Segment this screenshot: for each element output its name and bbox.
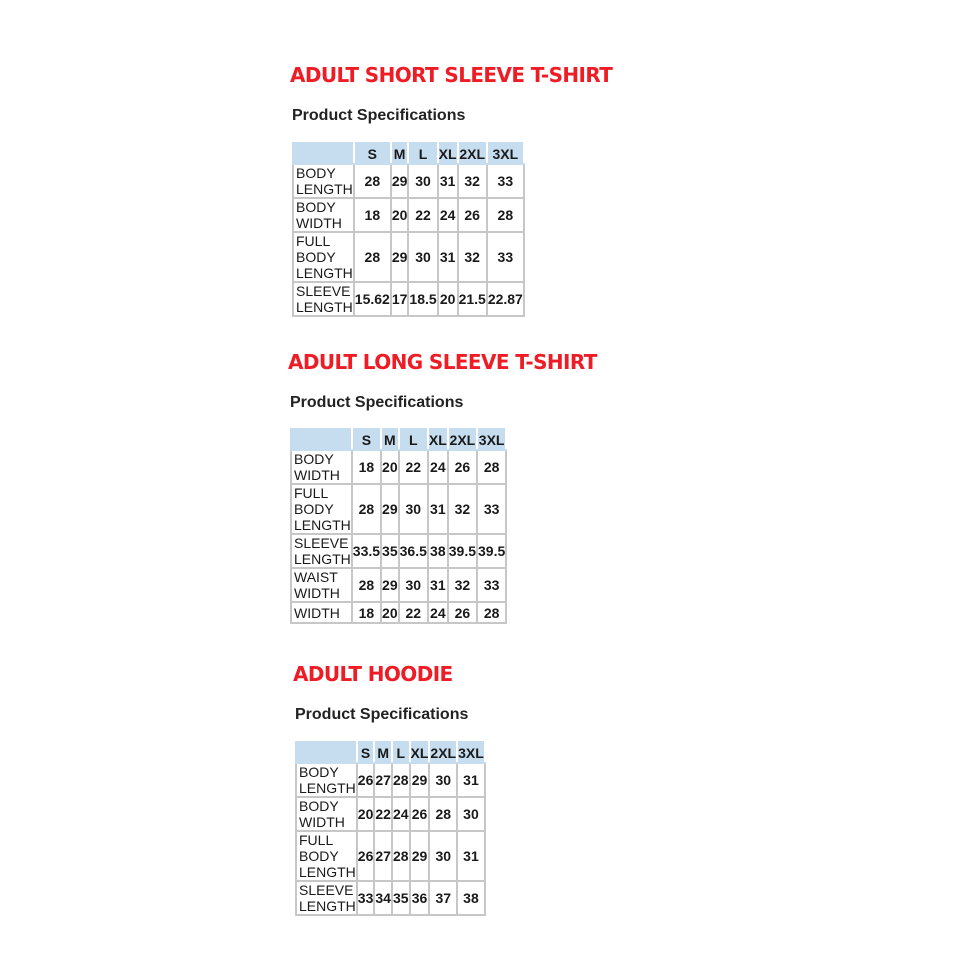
table-edge [524,282,525,316]
section-subtitle: Product Specifications [290,394,464,411]
size-header: 2XL [448,429,477,450]
table-cell: 33 [477,484,506,534]
table-cell: 17 [391,282,409,316]
row-label-line: FULL BODY [299,832,339,864]
table-cell: 22 [408,198,437,232]
size-header: XL [410,742,430,763]
table-cell: 29 [381,484,399,534]
table-cell: 30 [408,232,437,282]
table-row [291,534,507,568]
table-cell: 29 [381,568,399,602]
header-corner [291,429,352,450]
table-cell: 26 [448,450,477,484]
table-cell: 37 [429,881,457,915]
table-cell: 36.5 [399,534,428,568]
table-edge [485,797,486,831]
table-cell: 31 [428,568,448,602]
table-cell: 29 [410,763,430,797]
row-label-line: LENGTH [299,864,356,880]
table-cell: 36 [410,881,430,915]
table-cell: 28 [354,232,391,282]
row-label: BODY WIDTH [293,198,354,232]
size-header: XL [438,143,458,164]
header-corner [293,143,354,164]
table-cell: 38 [428,534,448,568]
table-row [291,484,507,534]
section-subtitle: Product Specifications [292,107,466,124]
table-cell: 26 [357,831,375,881]
table-cell: 35 [392,881,410,915]
table-edge [506,568,507,602]
table-cell: 22 [399,450,428,484]
table-cell: 31 [457,831,485,881]
table-cell: 22 [374,797,392,831]
table-cell: 39.5 [477,534,506,568]
size-header-row [293,143,525,164]
spec-table [292,142,525,317]
table-cell: 27 [374,763,392,797]
table-cell: 32 [458,232,487,282]
row-label: WAIST WIDTH [291,568,352,602]
table-edge [524,232,525,282]
row-label: BODY WIDTH [296,797,357,831]
size-header: 3XL [477,429,506,450]
table-cell: 29 [410,831,430,881]
row-label-line: LENGTH [294,551,351,567]
table-cell: 26 [357,763,375,797]
table-cell: 30 [457,797,485,831]
section-title: ADULT HOODIE [293,662,453,686]
table-cell: 31 [428,484,448,534]
table-edge [506,602,507,623]
row-label [293,282,354,316]
table-cell: 30 [399,568,428,602]
table-cell: 20 [381,450,399,484]
table-row [291,602,507,623]
row-label: WIDTH [291,602,352,623]
table-edge [524,198,525,232]
table-edge [506,429,507,450]
table-row [293,232,525,282]
row-label-line: LENGTH [299,780,356,796]
table-cell: 28 [477,450,506,484]
table-edge [485,831,486,881]
table-row [291,450,507,484]
table-cell: 30 [408,164,437,198]
table-cell: 31 [457,763,485,797]
table-row [296,831,486,881]
size-header: L [392,742,410,763]
table-edge [506,534,507,568]
table-edge [506,484,507,534]
table-edge [485,742,486,763]
table-cell: 31 [438,164,458,198]
row-label [291,534,352,568]
row-label-line: SLEEVE [294,535,349,551]
table-edge [524,164,525,198]
table-cell: 29 [391,164,409,198]
table-cell: 26 [458,198,487,232]
size-header: M [391,143,409,164]
table-cell: 38 [457,881,485,915]
table-edge [524,143,525,164]
table-cell: 28 [429,797,457,831]
table-cell: 33 [477,568,506,602]
table-cell: 20 [357,797,375,831]
row-label-line: FULL BODY [296,233,336,265]
table-cell: 32 [448,484,477,534]
table-cell: 32 [448,568,477,602]
size-header: XL [428,429,448,450]
table-cell: 28 [352,568,381,602]
size-header: L [408,143,437,164]
table-cell: 29 [391,232,409,282]
row-label [293,232,354,282]
table-row [293,282,525,316]
row-label-line: LENGTH [296,181,353,197]
table-cell: 18 [352,450,381,484]
table-cell: 30 [429,763,457,797]
section-title: ADULT SHORT SLEEVE T-SHIRT [290,63,613,87]
section-title: ADULT LONG SLEEVE T-SHIRT [288,350,597,374]
table-cell: 39.5 [448,534,477,568]
table-cell: 27 [374,831,392,881]
table-cell: 35 [381,534,399,568]
size-header: M [381,429,399,450]
row-label-line: LENGTH [296,265,353,281]
table-cell: 30 [429,831,457,881]
row-label [291,484,352,534]
row-label [296,763,357,797]
table-row [291,568,507,602]
row-label [296,831,357,881]
table-cell: 18 [352,602,381,623]
table-cell: 20 [381,602,399,623]
table-cell: 24 [428,602,448,623]
table-cell: 22.87 [487,282,524,316]
table-cell: 28 [487,198,524,232]
table-cell: 20 [391,198,409,232]
table-edge [506,450,507,484]
table-edge [485,763,486,797]
row-label-line: BODY [296,165,336,181]
table-cell: 34 [374,881,392,915]
row-label-line: LENGTH [294,517,351,533]
spec-table [290,428,507,624]
table-cell: 26 [410,797,430,831]
table-row [293,198,525,232]
table-cell: 28 [392,831,410,881]
section-subtitle: Product Specifications [295,706,469,723]
table-row [296,763,486,797]
row-label-line: SLEEVE [299,882,354,898]
table-cell: 33 [487,232,524,282]
table-cell: 28 [477,602,506,623]
spec-table [295,741,486,916]
table-cell: 28 [352,484,381,534]
size-header: 3XL [457,742,485,763]
table-cell: 33 [487,164,524,198]
row-label-line: LENGTH [299,898,356,914]
size-header: S [354,143,391,164]
table-cell: 15.62 [354,282,391,316]
table-cell: 24 [392,797,410,831]
size-header: M [374,742,392,763]
table-edge [485,881,486,915]
row-label: BODY WIDTH [291,450,352,484]
table-cell: 32 [458,164,487,198]
table-cell: 33 [357,881,375,915]
table-row [293,164,525,198]
row-label-line: SLEEVE [296,283,351,299]
table-cell: 33.5 [352,534,381,568]
size-header: 2XL [429,742,457,763]
table-cell: 26 [448,602,477,623]
size-header: S [352,429,381,450]
table-cell: 28 [392,763,410,797]
size-header-row [291,429,507,450]
row-label [296,881,357,915]
table-cell: 31 [438,232,458,282]
header-corner [296,742,357,763]
size-header: S [357,742,375,763]
row-label-line: BODY [299,764,339,780]
table-cell: 24 [438,198,458,232]
table-cell: 24 [428,450,448,484]
table-row [296,797,486,831]
size-header-row [296,742,486,763]
row-label-line: FULL BODY [294,485,334,517]
size-header: 2XL [458,143,487,164]
size-header: L [399,429,428,450]
table-row [296,881,486,915]
table-cell: 30 [399,484,428,534]
table-cell: 18 [354,198,391,232]
table-cell: 20 [438,282,458,316]
row-label [293,164,354,198]
table-cell: 21.5 [458,282,487,316]
row-label-line: LENGTH [296,299,353,315]
size-header: 3XL [487,143,524,164]
table-cell: 18.5 [408,282,437,316]
table-cell: 28 [354,164,391,198]
table-cell: 22 [399,602,428,623]
